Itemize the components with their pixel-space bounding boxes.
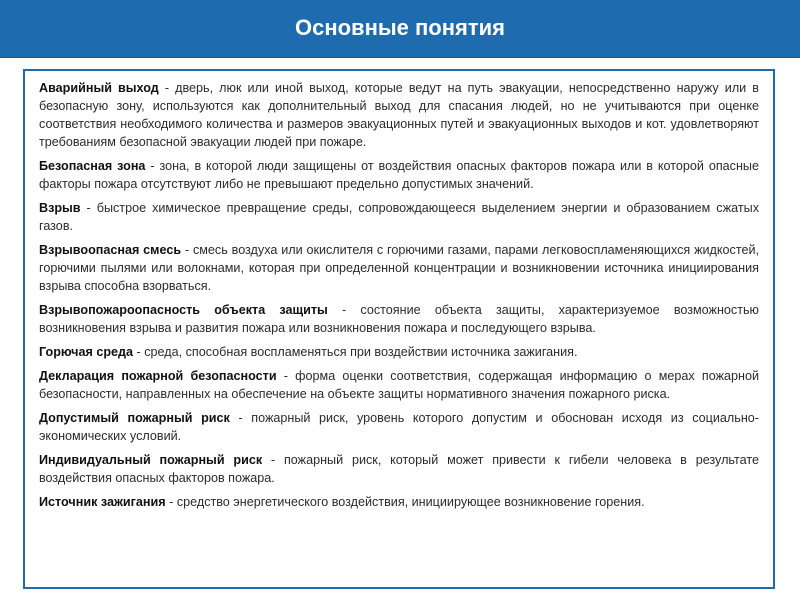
term-item bbox=[39, 367, 759, 403]
term-name: Взрывопожароопасность объекта защиты bbox=[39, 303, 328, 317]
term-definition: - пожарный риск, который может привести к гибели человека в результате воздействия опасных факторов пожара. bbox=[39, 453, 759, 485]
definitions-panel bbox=[23, 69, 775, 589]
term-definition: - пожарный риск, уровень которого допустим и обоснован исходя из социально-экономических условий. bbox=[39, 411, 759, 443]
term-item bbox=[39, 409, 759, 445]
term-name: Декларация пожарной безопасности bbox=[39, 369, 277, 383]
term-definition: - быстрое химическое превращение среды, сопровождающееся выделением энергии и образованием сжатых газов. bbox=[39, 201, 759, 233]
term-definition: - среда, способная воспламеняться при воздействии источника зажигания. bbox=[133, 345, 578, 359]
term-definition: - дверь, люк или иной выход, которые ведут на путь эвакуации, непосредственно наружу или в безопасную зону, используются как дополнительный выход для спасания людей, но не учитываются при оценке соответствия необходимого количества и размеров эвакуационных путей и эвакуационных выходов и кот. удовлетворяют требованиям безопасной эвакуации людей при пожаре. bbox=[39, 81, 759, 149]
term-item bbox=[39, 451, 759, 487]
term-name: Аварийный выход bbox=[39, 81, 159, 95]
term-item bbox=[39, 199, 759, 235]
term-item bbox=[39, 157, 759, 193]
term-item bbox=[39, 301, 759, 337]
term-name: Безопасная зона bbox=[39, 159, 146, 173]
term-name: Индивидуальный пожарный риск bbox=[39, 453, 263, 467]
term-name: Горючая среда bbox=[39, 345, 134, 359]
slide-header bbox=[0, 0, 800, 58]
term-name: Взрыв bbox=[39, 201, 81, 215]
term-definition: - форма оценки соответствия, содержащая информацию о мерах пожарной безопасности, направленных на обеспечение на объекте защиты нормативного значения пожарного риска. bbox=[39, 369, 759, 401]
term-item bbox=[39, 241, 759, 295]
term-definition: - средство энергетического воздействия, инициирующее возникновение горения. bbox=[165, 495, 645, 509]
term-definition: - состояние объекта защиты, характеризуемое возможностью возникновения взрыва и развития пожара или возникновения пожара и последующего взрыва. bbox=[39, 303, 759, 335]
term-definition: - зона, в которой люди защищены от воздействия опасных факторов пожара или в которой опасные факторы пожара отсутствуют либо не превышают предельно допустимых значений. bbox=[39, 159, 759, 191]
term-name: Взрывоопасная смесь bbox=[39, 243, 182, 257]
term-item bbox=[39, 493, 759, 511]
term-item bbox=[39, 343, 759, 361]
term-name: Источник зажигания bbox=[39, 495, 166, 509]
slide-title: Основные понятия bbox=[294, 15, 505, 40]
term-item bbox=[39, 79, 759, 151]
term-definition: - смесь воздуха или окислителя с горючими газами, парами легковоспламеняющихся жидкостей, горючими пылями или волокнами, которая при определенной концентрации и возникновении источника инициирования взрыва способна взорваться. bbox=[39, 243, 759, 293]
term-name: Допустимый пожарный риск bbox=[39, 411, 230, 425]
